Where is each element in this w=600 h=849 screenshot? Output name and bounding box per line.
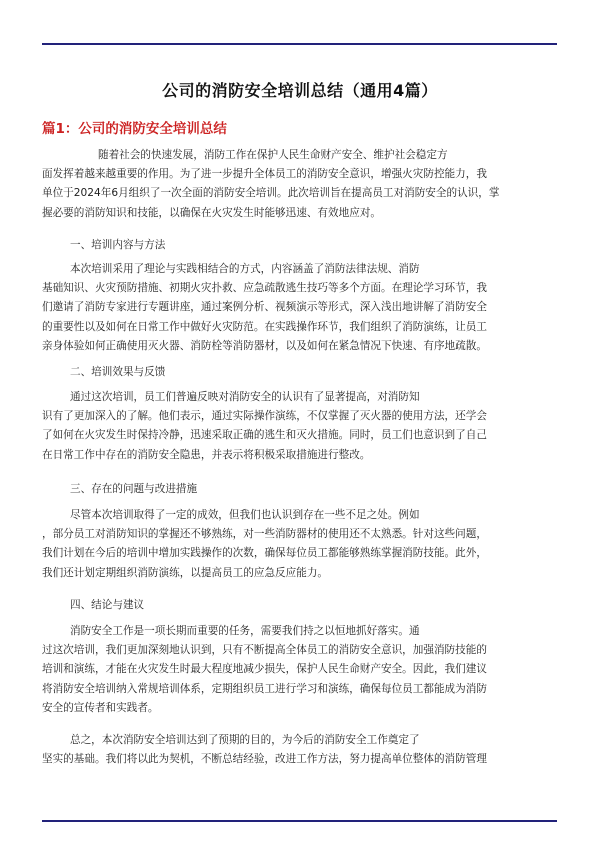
text-line: 识有了更加深入的了解。他们表示，通过实际操作演练，不仅掌握了灭火器的使用方法，还学会: [42, 410, 487, 423]
text-line: 培训和演练，才能在火灾发生时最大程度地减少损失，保护人民生命财产安全。因此，我们建议: [42, 663, 487, 676]
text-line: 亲身体验如何正确使用灭火器、消防栓等消防器材，以及如何在紧急情况下快速、有序地疏散。: [42, 339, 487, 352]
text-line: 面发挥着越来越重要的作用。为了进一步提升全体员工的消防安全意识，增强火灾防控能力，我: [42, 168, 487, 181]
paragraph-training-effect: [42, 388, 560, 465]
subheading-training-effect: 二、培训效果与反馈: [70, 366, 166, 378]
paragraph-problems: [42, 506, 560, 583]
subheading-training-content: 一、培训内容与方法: [70, 239, 166, 251]
text-line: 随着社会的快速发展，消防工作在保护人民生命财产安全、维护社会稳定方: [98, 149, 448, 161]
text-line: 的重要性以及如何在日常工作中做好火灾防范。在实践操作环节，我们组织了消防演练，让员工: [42, 320, 487, 333]
text-line: 了如何在火灾发生时保持冷静，迅速采取正确的逃生和灭火措施。同时，员工们也意识到了自己: [42, 429, 487, 442]
text-line: 尽管本次培训取得了一定的成效，但我们也认识到存在一些不足之处。例如: [70, 509, 420, 521]
paragraph-training-content: [42, 260, 560, 356]
document-title: 公司的消防安全培训总结（通用4篇）: [162, 81, 438, 100]
text-line: 总之，本次消防安全培训达到了预期的目的，为今后的消防安全工作奠定了: [70, 734, 420, 746]
text-line: 单位于2024年6月组织了一次全面的消防安全培训。此次培训旨在提高员工对消防安全的认识，掌: [42, 187, 500, 200]
text-line: 过这次培训，我们更加深刻地认识到，只有不断提高全体员工的消防安全意识，加强消防技能的: [42, 644, 487, 657]
text-line: 在日常工作中存在的消防安全隐患，并表示将积极采取措施进行整改。: [42, 448, 371, 461]
text-line: 通过这次培训，员工们普遍反映对消防安全的认识有了显著提高，对消防知: [70, 391, 420, 403]
section-heading: 篇1：公司的消防安全培训总结: [42, 121, 227, 137]
paragraph-conclusion: [42, 622, 560, 718]
bottom-divider: [42, 820, 557, 822]
subheading-conclusion: 四、结论与建议: [70, 599, 145, 611]
text-line: 安全的宣传者和实践者。: [42, 701, 159, 714]
text-line: 握必要的消防知识和技能，以确保在火灾发生时能够迅速、有效地应对。: [42, 206, 381, 219]
text-line: 我们还计划定期组织消防演练，以提高员工的应急反应能力。: [42, 566, 329, 579]
text-line: 们邀请了消防专家进行专题讲座，通过案例分析、视频演示等形式，深入浅出地讲解了消防安全: [42, 301, 487, 314]
text-line: 我们计划在今后的培训中增加实践操作的次数，确保每位员工都能够熟练掌握消防技能。此外，: [42, 547, 487, 560]
text-line: 本次培训采用了理论与实践相结合的方式，内容涵盖了消防法律法规、消防: [70, 263, 420, 275]
top-divider: [42, 43, 557, 45]
text-line: 将消防安全培训纳入常规培训体系，定期组织员工进行学习和演练，确保每位员工都能成为消防: [42, 682, 487, 695]
subheading-problems: 三、存在的问题与改进措施: [70, 483, 198, 495]
paragraph-summary: [42, 731, 560, 769]
text-line: 坚实的基础。我们将以此为契机，不断总结经验，改进工作方法，努力提高单位整体的消防管理: [42, 753, 487, 766]
text-line: 基础知识、火灾预防措施、初期火灾扑救、应急疏散逃生技巧等多个方面。在理论学习环节，我: [42, 282, 487, 295]
text-line: ，部分员工对消防知识的掌握还不够熟练，对一些消防器材的使用还不太熟悉。针对这些问题，: [42, 528, 487, 541]
paragraph-intro: [42, 146, 560, 223]
text-line: 消防安全工作是一项长期而重要的任务，需要我们持之以恒地抓好落实。通: [70, 625, 420, 637]
